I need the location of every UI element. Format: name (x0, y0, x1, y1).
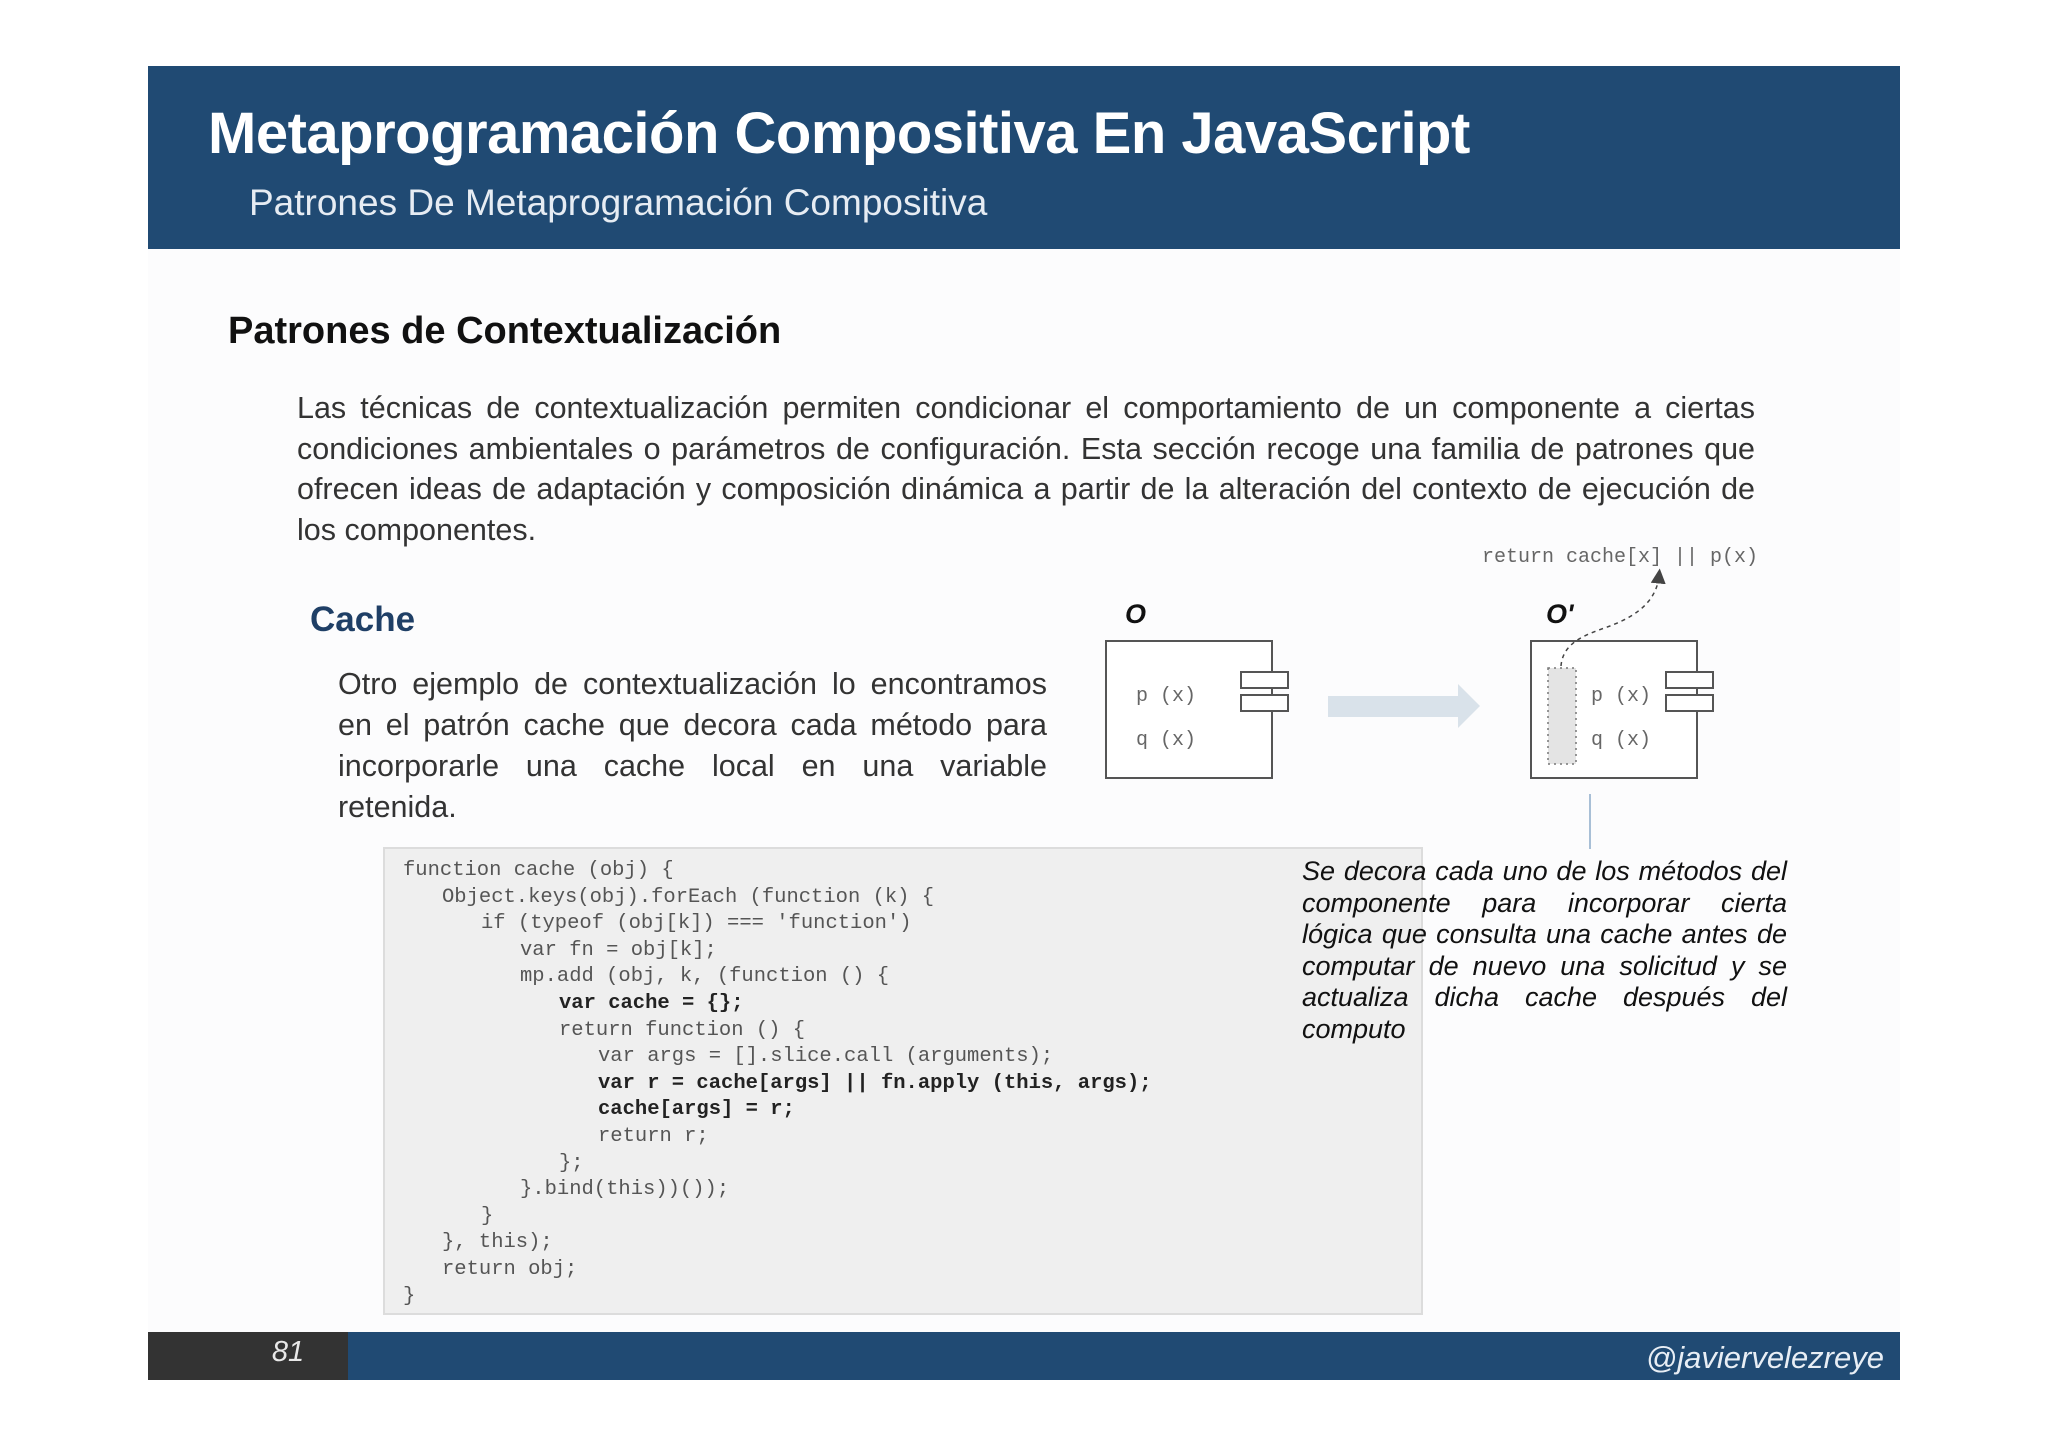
section-title: Patrones de Contextualización (228, 310, 782, 352)
slide (148, 66, 1900, 1380)
original-method-q: q (x) (1136, 729, 1197, 752)
slide-footer (148, 1332, 1900, 1380)
component-diagram (148, 66, 1900, 1380)
code-line: } (403, 1284, 416, 1308)
code-line: } (481, 1204, 494, 1228)
slide-title: Metaprogramación Compositiva En JavaScript (208, 101, 1470, 166)
page-number: 81 (271, 1336, 305, 1368)
code-line: var fn = obj[k]; (520, 938, 717, 962)
original-component-label: O (1125, 599, 1147, 629)
original-method-p: p (x) (1136, 685, 1197, 708)
code-line: return r; (598, 1125, 709, 1148)
original-component (1106, 641, 1288, 778)
code-line: var r = cache[args] || fn.apply (this, args); (598, 1071, 1152, 1095)
cache-callout: return cache[x] || p(x) (1482, 546, 1759, 569)
decorated-method-p: p (x) (1591, 685, 1652, 708)
diagram-note: Se decora cada uno de los métodos del componente para incorporar cierta lógica que consulta una cache antes de computar de nuevo una solicitud y se actualiza dicha cache después del computo (1302, 856, 1787, 1044)
code-line: }, this); (442, 1231, 553, 1255)
code-line: cache[args] = r; (598, 1098, 795, 1122)
port-icon (1241, 695, 1288, 711)
code-line: return obj; (442, 1258, 578, 1281)
port-icon (1666, 672, 1713, 688)
code-line: mp.add (obj, k, (function () { (520, 965, 890, 989)
transform-arrow-icon (1328, 684, 1480, 728)
code-line: }.bind(this))()); (520, 1178, 730, 1202)
slide-subtitle: Patrones De Metaprogramación Compositiva (249, 182, 988, 223)
cache-heading: Cache (310, 600, 416, 639)
code-line: var cache = {}; (559, 992, 744, 1015)
author-handle: @javiervelezreye (1645, 1340, 1884, 1375)
code-line: function cache (obj) { (403, 859, 674, 882)
code-line: var args = [].slice.call (arguments); (598, 1045, 1054, 1069)
decorated-component (1531, 641, 1713, 778)
intro-paragraph: Las técnicas de contextualización permiten condicionar el comportamiento de un componente a ciertas condiciones ambientales o parámetros de configuración. Esta sección recoge una familia de patrones que ofrecen ideas de adaptación y composición dinámica a partir de la alteración del contexto de ejecución de los componentes. (297, 391, 1755, 547)
code-line: return function () { (559, 1018, 806, 1042)
port-icon (1241, 672, 1288, 688)
cache-description: Otro ejemplo de contextualización lo encontramos en el patrón cache que decora cada método para incorporarle una cache local en una variable retenida. (338, 667, 1047, 824)
code-line: if (typeof (obj[k]) === 'function') (481, 912, 912, 936)
cache-layer (1548, 668, 1576, 764)
decorated-method-q: q (x) (1591, 729, 1652, 752)
decorated-component-label: O' (1546, 599, 1574, 629)
code-line: }; (559, 1151, 584, 1175)
code-line: Object.keys(obj).forEach (function (k) { (442, 885, 935, 909)
port-icon (1666, 695, 1713, 711)
